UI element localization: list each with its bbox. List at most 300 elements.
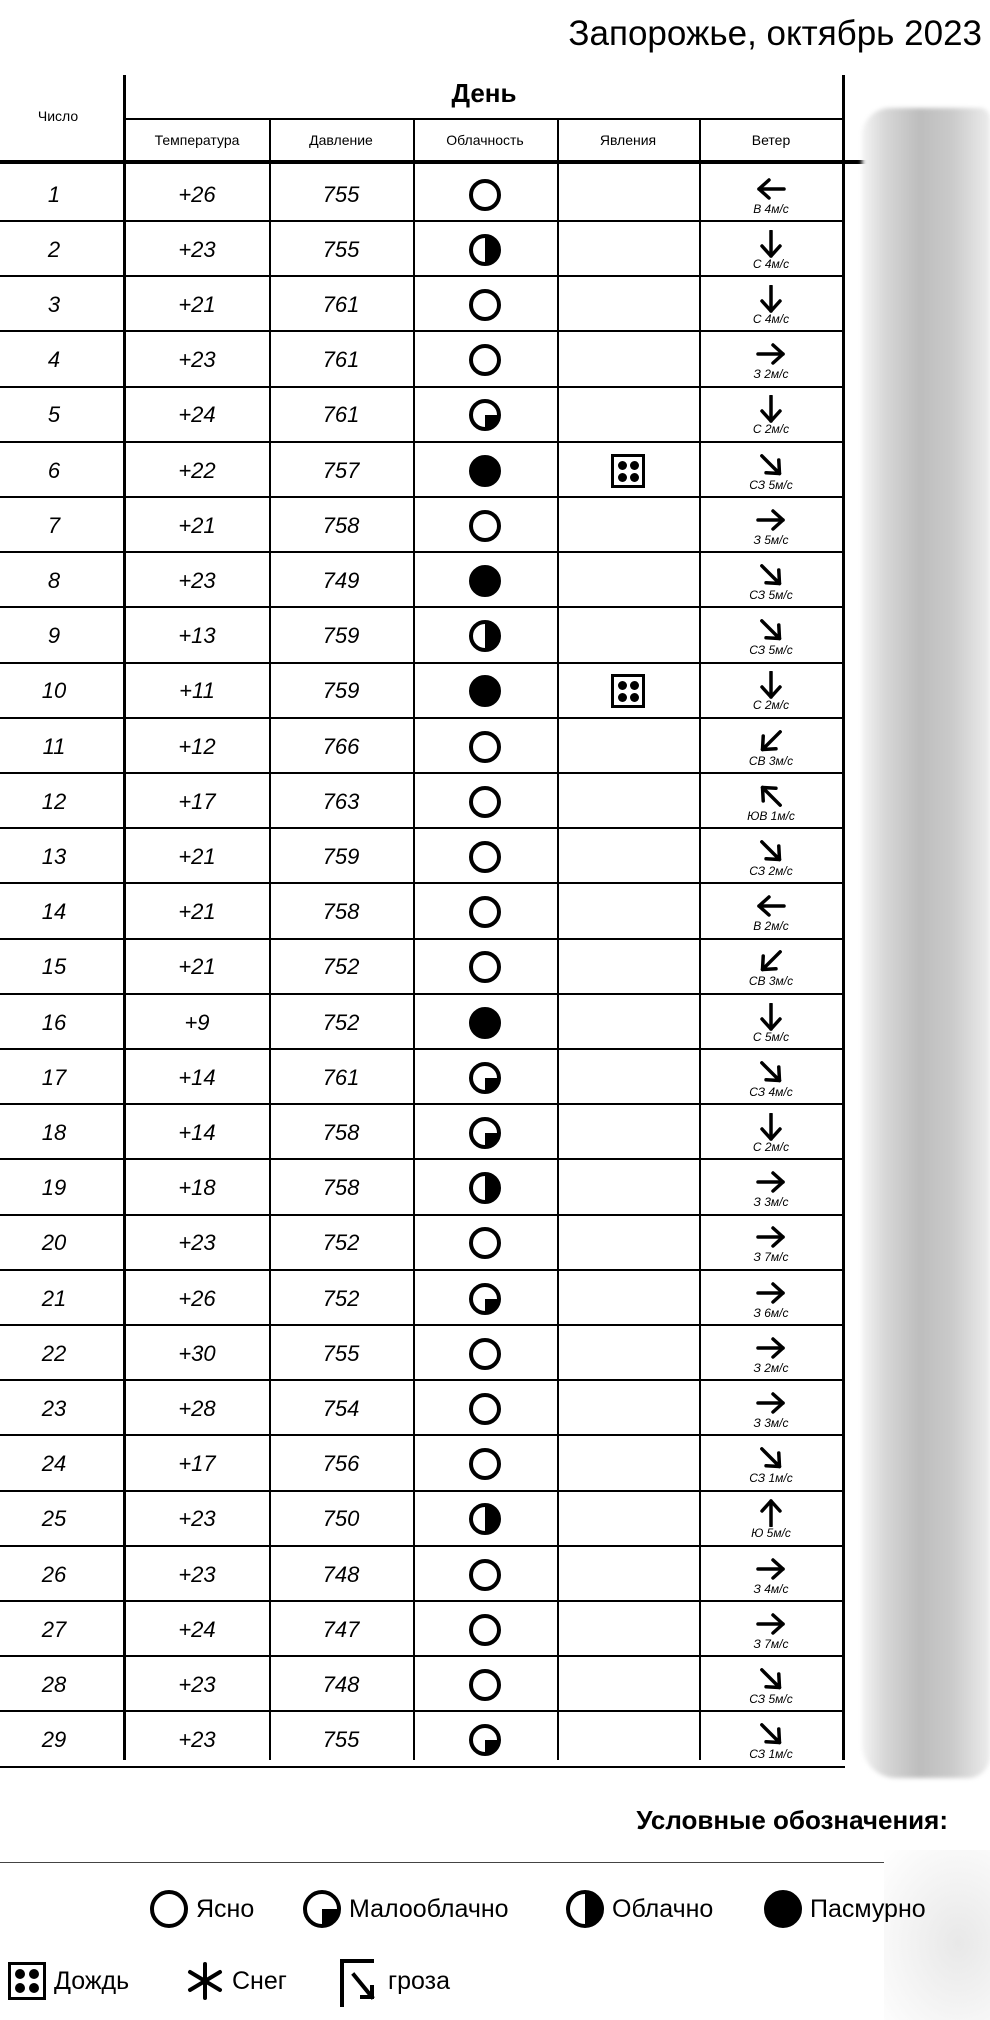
wind-arrow-icon (754, 837, 788, 865)
wind-label: СЗ 5м/с (749, 643, 793, 658)
wind-arrow-icon (754, 947, 788, 975)
temperature: +17 (178, 788, 216, 814)
cloudiness (414, 1271, 556, 1326)
partly-icon (469, 1724, 501, 1756)
pressure: 763 (322, 788, 360, 814)
wind (700, 774, 842, 829)
temperature: +26 (178, 181, 216, 207)
phenomena (558, 1492, 698, 1547)
wind-arrow-icon (754, 1058, 788, 1086)
legend-clear (150, 1890, 254, 1928)
temperature: +21 (178, 291, 216, 317)
clear-icon (469, 1669, 501, 1701)
wind (700, 553, 842, 608)
legend-snow (184, 1960, 287, 2002)
wind (700, 1050, 842, 1105)
wind (700, 664, 842, 719)
temperature: +23 (178, 347, 216, 373)
temperature: +24 (178, 402, 216, 428)
phenomena (558, 1381, 698, 1436)
pressure: 750 (322, 1506, 360, 1532)
thunderstorm-icon (336, 1955, 380, 2007)
legend-cloudy (566, 1890, 713, 1928)
wind-label: СЗ 5м/с (749, 587, 793, 602)
cloudiness (414, 995, 556, 1050)
wind-arrow-icon (754, 1334, 788, 1362)
wind (700, 1547, 842, 1602)
wind (700, 609, 842, 664)
phenomena (558, 1105, 698, 1160)
day-number: 12 (41, 788, 67, 814)
wind (700, 1713, 842, 1768)
legend-partly-label: Малооблачно (349, 1894, 509, 1923)
clear-icon (469, 896, 501, 928)
pressure: 758 (322, 512, 360, 538)
phenomena (558, 995, 698, 1050)
wind-label: СЗ 1м/с (749, 1747, 793, 1762)
partly-cloudy-icon (303, 1890, 341, 1928)
clear-icon (469, 1448, 501, 1480)
table-row (0, 1050, 860, 1105)
day-number: 22 (41, 1340, 67, 1366)
phenomena (558, 333, 698, 388)
cloudy-icon (566, 1890, 604, 1928)
overcast-icon (469, 675, 501, 707)
cloudiness (414, 1547, 556, 1602)
header-divider (125, 118, 843, 120)
wind-arrow-icon (754, 230, 788, 258)
row-divider (0, 1766, 845, 1768)
header-day: День (451, 78, 517, 108)
wind (700, 1492, 842, 1547)
day-number: 21 (41, 1285, 67, 1311)
wind-label: С 2м/с (752, 1139, 790, 1154)
day-number: 27 (41, 1616, 67, 1642)
header-col: Давление (309, 132, 373, 148)
pressure: 752 (322, 1009, 360, 1035)
pressure: 755 (322, 181, 360, 207)
legend-overcast (764, 1890, 926, 1928)
phenomena (558, 498, 698, 553)
legend-storm-label: гроза (388, 1966, 451, 1995)
day-number: 29 (41, 1727, 67, 1753)
phenomena (558, 885, 698, 940)
phenomena (558, 443, 698, 498)
day-number: 18 (41, 1119, 67, 1145)
clear-icon (150, 1890, 188, 1928)
legend-storm (336, 1955, 450, 2007)
wind-label: З 4м/с (753, 1581, 789, 1596)
pressure: 761 (322, 347, 360, 373)
day-number: 4 (47, 347, 61, 373)
cloudiness (414, 443, 556, 498)
pressure: 761 (322, 1064, 360, 1090)
legend-clear-label: Ясно (196, 1894, 255, 1923)
phenomena (558, 719, 698, 774)
clear-icon (469, 786, 501, 818)
wind-arrow-icon (754, 1389, 788, 1417)
table-row (0, 277, 860, 332)
cloudy-icon (469, 234, 501, 266)
clear-icon (469, 510, 501, 542)
wind-arrow-icon (754, 616, 788, 644)
overcast-icon (764, 1890, 802, 1928)
day-number: 20 (41, 1230, 67, 1256)
phenomena (558, 1602, 698, 1657)
pressure: 758 (322, 899, 360, 925)
legend-divider (0, 1862, 990, 1863)
cloudiness (414, 167, 556, 222)
pressure: 752 (322, 1285, 360, 1311)
cloudiness (414, 498, 556, 553)
table-row (0, 1271, 860, 1326)
wind-arrow-icon (754, 561, 788, 589)
cloudiness (414, 388, 556, 443)
temperature: +9 (184, 1009, 210, 1035)
pressure: 747 (322, 1616, 360, 1642)
legend-title: Условные обозначения: (636, 1805, 948, 1835)
phenomena (558, 1050, 698, 1105)
table-row (0, 774, 860, 829)
pressure: 755 (322, 236, 360, 262)
wind (700, 719, 842, 774)
wind-arrow-icon (754, 1003, 788, 1031)
pressure: 754 (322, 1395, 360, 1421)
clear-icon (469, 951, 501, 983)
table-row (0, 1602, 860, 1657)
wind-label: ЮВ 1м/с (747, 808, 795, 823)
wind (700, 498, 842, 553)
pressure: 759 (322, 623, 360, 649)
wind (700, 333, 842, 388)
legend-rain (8, 1962, 129, 2000)
cloudiness (414, 664, 556, 719)
wind-label: В 2м/с (753, 919, 789, 934)
phenomena (558, 829, 698, 884)
clear-icon (469, 1338, 501, 1370)
wind (700, 940, 842, 995)
phenomena (558, 167, 698, 222)
day-number: 17 (41, 1064, 67, 1090)
wind-label: З 5м/с (753, 532, 789, 547)
table-row (0, 1713, 860, 1768)
wind-arrow-icon (754, 451, 788, 479)
day-number: 19 (41, 1175, 67, 1201)
day-number: 1 (47, 181, 61, 207)
wind (700, 995, 842, 1050)
temperature: +23 (178, 1671, 216, 1697)
temperature: +23 (178, 567, 216, 593)
temperature: +18 (178, 1175, 216, 1201)
pressure: 755 (322, 1340, 360, 1366)
phenomena (558, 664, 698, 719)
wind-arrow-icon (754, 395, 788, 423)
pressure: 761 (322, 291, 360, 317)
phenomena (558, 940, 698, 995)
cloudiness (414, 1216, 556, 1271)
wind (700, 1326, 842, 1381)
clear-icon (469, 841, 501, 873)
table-row (0, 829, 860, 884)
wind-arrow-icon (754, 1223, 788, 1251)
wind-label: СЗ 1м/с (749, 1471, 793, 1486)
phenomena (558, 1713, 698, 1768)
pressure: 756 (322, 1451, 360, 1477)
temperature: +14 (178, 1119, 216, 1145)
temperature: +30 (178, 1340, 216, 1366)
temperature: +11 (179, 678, 215, 704)
day-number: 16 (41, 1009, 67, 1035)
table-row (0, 609, 860, 664)
cloudiness (414, 553, 556, 608)
wind-arrow-icon (754, 1113, 788, 1141)
table-row (0, 1105, 860, 1160)
pressure: 761 (322, 402, 360, 428)
table-row (0, 388, 860, 443)
temperature: +26 (178, 1285, 216, 1311)
wind (700, 1161, 842, 1216)
clear-icon (469, 1393, 501, 1425)
phenomena (558, 277, 698, 332)
wind-label: С 4м/с (752, 311, 790, 326)
partly-icon (469, 1062, 501, 1094)
day-number: 8 (47, 567, 61, 593)
day-number: 14 (41, 899, 67, 925)
pressure: 758 (322, 1175, 360, 1201)
rain-icon (8, 1962, 46, 2000)
wind-label: С 4м/с (752, 256, 790, 271)
table-row (0, 443, 860, 498)
pressure: 759 (322, 843, 360, 869)
phenomena (558, 1161, 698, 1216)
temperature: +23 (178, 1727, 216, 1753)
temperature: +12 (178, 733, 216, 759)
temperature: +21 (178, 843, 216, 869)
clear-icon (469, 179, 501, 211)
wind-label: З 3м/с (753, 1415, 789, 1430)
wind (700, 1602, 842, 1657)
table-row (0, 1547, 860, 1602)
cloudiness (414, 719, 556, 774)
day-number: 5 (47, 402, 61, 428)
day-number: 3 (47, 291, 61, 317)
overcast-icon (469, 565, 501, 597)
temperature: +23 (178, 1230, 216, 1256)
wind (700, 1437, 842, 1492)
partly-icon (469, 399, 501, 431)
cloudiness (414, 222, 556, 277)
pressure: 748 (322, 1561, 360, 1587)
wind-arrow-icon (754, 782, 788, 810)
legend-rain-label: Дождь (54, 1966, 130, 1995)
clear-icon (469, 1227, 501, 1259)
wind (700, 443, 842, 498)
day-number: 9 (47, 623, 61, 649)
cloudiness (414, 1657, 556, 1712)
cloudiness (414, 609, 556, 664)
wind (700, 1271, 842, 1326)
wind-label: З 6м/с (753, 1305, 789, 1320)
pressure: 757 (322, 457, 360, 483)
wind-label: СЗ 2м/с (749, 863, 793, 878)
wind-label: СЗ 5м/с (749, 1691, 793, 1706)
temperature: +21 (178, 954, 216, 980)
wind (700, 829, 842, 884)
cloudiness (414, 885, 556, 940)
wind-arrow-icon (754, 1555, 788, 1583)
cloudiness (414, 1381, 556, 1436)
pressure: 759 (322, 678, 360, 704)
wind-arrow-icon (754, 1499, 788, 1527)
phenomena (558, 222, 698, 277)
wind-label: С 5м/с (752, 1029, 790, 1044)
table-row (0, 1161, 860, 1216)
wind-arrow-icon (754, 1444, 788, 1472)
pressure: 758 (322, 1119, 360, 1145)
wind-arrow-icon (754, 506, 788, 534)
pressure: 749 (322, 567, 360, 593)
phenomena (558, 1271, 698, 1326)
table-row (0, 1216, 860, 1271)
wind (700, 277, 842, 332)
wind-arrow-icon (754, 1720, 788, 1748)
temperature: +23 (178, 236, 216, 262)
phenomena (558, 1657, 698, 1712)
day-number: 15 (41, 954, 67, 980)
pressure: 755 (322, 1727, 360, 1753)
table-row (0, 719, 860, 774)
rain-icon (611, 674, 645, 708)
legend-cloudy-label: Облачно (612, 1894, 714, 1923)
cloudiness (414, 940, 556, 995)
header-col: Явления (599, 132, 657, 148)
table-row (0, 1437, 860, 1492)
wind (700, 222, 842, 277)
wind (700, 885, 842, 940)
day-number: 23 (41, 1395, 67, 1421)
clear-icon (469, 289, 501, 321)
page-title: Запорожье, октябрь 2023 (568, 14, 982, 53)
cloudiness (414, 1492, 556, 1547)
day-number: 25 (41, 1506, 67, 1532)
wind (700, 1105, 842, 1160)
phenomena (558, 388, 698, 443)
wind-label: В 4м/с (753, 201, 789, 216)
legend-overcast-label: Пасмурно (810, 1894, 926, 1923)
day-number: 24 (41, 1451, 67, 1477)
pressure: 752 (322, 1230, 360, 1256)
temperature: +17 (178, 1451, 216, 1477)
wind-arrow-icon (754, 1279, 788, 1307)
table-row (0, 1381, 860, 1436)
header-bottom-border (0, 160, 900, 164)
wind-label: С 2м/с (752, 698, 790, 713)
cloudiness (414, 1050, 556, 1105)
cloudy-icon (469, 620, 501, 652)
wind (700, 1657, 842, 1712)
cloudiness (414, 1713, 556, 1768)
day-number: 13 (41, 843, 67, 869)
wind-label: С 2м/с (752, 422, 790, 437)
wind-arrow-icon (754, 340, 788, 368)
wind (700, 167, 842, 222)
clear-icon (469, 1614, 501, 1646)
temperature: +28 (178, 1395, 216, 1421)
day-number: 2 (47, 236, 61, 262)
wind-arrow-icon (754, 671, 788, 699)
table-row (0, 553, 860, 608)
table-row (0, 333, 860, 388)
cloudiness (414, 277, 556, 332)
wind-label: З 2м/с (753, 367, 789, 382)
wind-arrow-icon (754, 1168, 788, 1196)
wind-label: СЗ 5м/с (749, 477, 793, 492)
wind-label: СВ 3м/с (748, 974, 794, 989)
table-row (0, 885, 860, 940)
wind-label: СЗ 4м/с (749, 1084, 793, 1099)
cloudiness (414, 774, 556, 829)
header-number: Число (37, 108, 79, 124)
rain-icon (611, 454, 645, 488)
cloudy-icon (469, 1503, 501, 1535)
wind-label: З 2м/с (753, 1360, 789, 1375)
day-number: 26 (41, 1561, 67, 1587)
wind-arrow-icon (754, 892, 788, 920)
cloudiness (414, 333, 556, 388)
temperature: +14 (178, 1064, 216, 1090)
header-col: Облачность (446, 132, 524, 148)
phenomena (558, 553, 698, 608)
table-row (0, 940, 860, 995)
table-row (0, 167, 860, 222)
wind (700, 388, 842, 443)
cloudiness (414, 1326, 556, 1381)
day-number: 28 (41, 1671, 67, 1697)
phenomena (558, 1216, 698, 1271)
temperature: +21 (178, 899, 216, 925)
cloudiness (414, 1105, 556, 1160)
day-number: 7 (47, 512, 61, 538)
temperature: +24 (178, 1616, 216, 1642)
pressure: 766 (322, 733, 360, 759)
wind-arrow-icon (754, 1610, 788, 1638)
wind (700, 1381, 842, 1436)
wind-arrow-icon (754, 1665, 788, 1693)
temperature: +22 (178, 457, 216, 483)
legend-snow-label: Снег (232, 1966, 287, 1995)
temperature: +13 (178, 623, 216, 649)
temperature: +23 (178, 1506, 216, 1532)
cloudy-icon (469, 1172, 501, 1204)
wind-label: З 7м/с (753, 1636, 789, 1651)
cloudiness (414, 1437, 556, 1492)
corner-smudge (884, 1850, 990, 2020)
clear-icon (469, 344, 501, 376)
legend-partly (303, 1890, 509, 1928)
wind-label: СВ 3м/с (748, 753, 794, 768)
phenomena (558, 774, 698, 829)
cloudiness (414, 1161, 556, 1216)
wind (700, 1216, 842, 1271)
clear-icon (469, 731, 501, 763)
wind-arrow-icon (754, 175, 788, 203)
cloudiness (414, 829, 556, 884)
overcast-icon (469, 1007, 501, 1039)
temperature: +23 (178, 1561, 216, 1587)
day-number: 11 (42, 733, 66, 759)
day-number: 6 (47, 457, 61, 483)
wind-label: З 7м/с (753, 1250, 789, 1265)
